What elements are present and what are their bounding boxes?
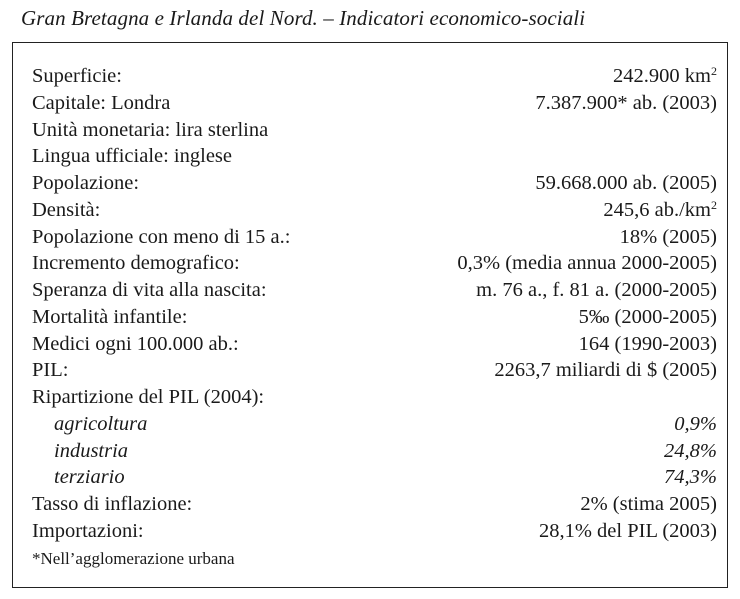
indicator-label: Speranza di vita alla nascita: xyxy=(32,279,267,301)
indicator-label: Medici ogni 100.000 ab.: xyxy=(32,332,239,355)
indicator-value-text: 18% (2005) xyxy=(619,225,717,248)
indicators-list xyxy=(32,63,717,545)
indicator-label: Capitale: Londra xyxy=(32,91,171,114)
indicator-value-text: 2% (stima 2005) xyxy=(580,493,717,515)
indicator-value-text: 164 (1990-2003) xyxy=(578,332,717,355)
indicator-row xyxy=(32,197,717,224)
indicator-label: agricoltura xyxy=(54,412,148,435)
indicator-row xyxy=(32,357,717,384)
indicator-value-text: 2263,7 miliardi di $ (2005) xyxy=(494,359,717,382)
indicator-value-text: 242.900 km xyxy=(613,65,711,87)
indicator-label: PIL: xyxy=(32,359,69,382)
page-title: Gran Bretagna e Irlanda del Nord. – Indicatori economico-sociali xyxy=(21,6,586,30)
indicator-label: Tasso di inflazione: xyxy=(32,493,193,515)
indicator-value-text: 59.668.000 ab. (2005) xyxy=(535,172,717,194)
indicator-value xyxy=(580,491,717,518)
indicator-row xyxy=(32,63,717,90)
indicator-value xyxy=(579,304,717,331)
footnote: *Nell’agglomerazione urbana xyxy=(32,549,235,568)
indicator-row xyxy=(32,277,717,304)
indicator-label: terziario xyxy=(54,466,125,489)
indicator-value-text: m. 76 a., f. 81 a. (2000-2005) xyxy=(476,279,717,301)
indicator-value-text: 24,8% xyxy=(664,439,717,462)
indicator-row xyxy=(32,224,717,251)
indicators-box xyxy=(12,42,728,588)
indicator-label: Densità: xyxy=(32,198,101,221)
indicator-label: Mortalità infantile: xyxy=(32,305,188,328)
indicator-row xyxy=(32,491,717,518)
indicator-value-text: 245,6 ab./km xyxy=(603,198,711,221)
indicator-row xyxy=(32,90,717,117)
indicator-value xyxy=(457,250,717,277)
indicator-label: industria xyxy=(54,439,129,462)
indicator-value xyxy=(476,277,717,304)
indicator-label: Ripartizione del PIL (2004): xyxy=(32,386,265,408)
indicator-value-text: 0,9% xyxy=(674,412,717,435)
indicator-label: Importazioni: xyxy=(32,519,144,542)
indicator-value-text: 0,3% (media annua 2000-2005) xyxy=(457,252,717,275)
indicator-row xyxy=(32,143,717,170)
indicator-row xyxy=(32,117,717,144)
indicator-label: Lingua ufficiale: inglese xyxy=(32,145,232,168)
indicator-value xyxy=(674,411,717,438)
indicator-value-text: 28,1% del PIL (2003) xyxy=(538,519,717,542)
indicator-value xyxy=(664,438,717,465)
indicator-value xyxy=(535,90,717,117)
indicator-value xyxy=(494,357,717,384)
indicator-value xyxy=(539,518,717,545)
indicator-label: Popolazione con meno di 15 a.: xyxy=(32,225,291,248)
indicator-label: Superficie: xyxy=(32,65,122,87)
unit-superscript: 2 xyxy=(711,197,717,212)
indicator-row xyxy=(32,464,717,491)
indicator-value xyxy=(535,170,717,197)
indicator-value xyxy=(620,224,717,251)
indicator-value-text: 7.387.900* ab. (2003) xyxy=(535,91,717,114)
indicator-row xyxy=(32,384,717,411)
indicator-row xyxy=(32,170,717,197)
indicator-row xyxy=(32,304,717,331)
indicator-row xyxy=(32,331,717,358)
indicator-row xyxy=(32,250,717,277)
indicator-value xyxy=(603,197,717,224)
indicator-value xyxy=(613,63,717,90)
indicator-label: Unità monetaria: lira sterlina xyxy=(32,118,269,141)
indicator-value xyxy=(664,464,717,491)
indicator-label: Incremento demografico: xyxy=(32,252,240,275)
indicator-row xyxy=(32,518,717,545)
indicator-row xyxy=(32,411,717,438)
indicator-value-text: 74,3% xyxy=(664,466,717,489)
indicator-label: Popolazione: xyxy=(32,172,140,194)
indicator-row xyxy=(32,438,717,465)
indicator-value xyxy=(579,331,717,358)
indicator-value-text: 5‰ (2000-2005) xyxy=(578,305,717,328)
unit-superscript: 2 xyxy=(711,64,717,78)
